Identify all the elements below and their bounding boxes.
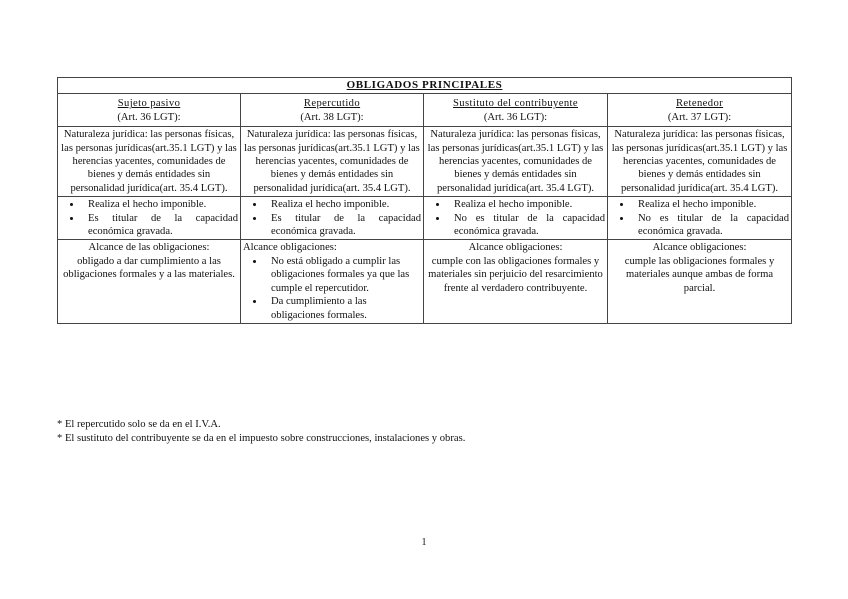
footnote: * El sustituto del contribuyente se da en el impuesto sobre construcciones, instalaciones y obras. [57, 433, 466, 444]
bullet-item: • Es titular de la capacidad económica gravada. [265, 212, 421, 239]
column-name: Repercutido [303, 98, 361, 110]
bullet-list [60, 198, 238, 238]
scope-cell [424, 240, 608, 323]
table-title: OBLIGADOS PRINCIPALES [58, 78, 792, 94]
nature-cell: Naturaleza jurídica: las personas físicas, las personas jurídicas(art.35.1 LGT) y las herencias yacentes, comunidades de bienes y demás entidades sin personalidad jurídica(art. 35.4 LGT). [608, 127, 792, 197]
title-row [58, 78, 792, 94]
bullet-list [610, 198, 789, 238]
bullets-cell [424, 197, 608, 240]
bullet-item: • Realiza el hecho imponible. [265, 198, 421, 211]
scope-bullet-item: • No está obligado a cumplir las obligaciones formales ya que las cumple el repercutidor. [265, 255, 421, 295]
scope-label: Alcance de las obligaciones: [88, 242, 210, 254]
obligados-table [57, 77, 792, 324]
scope-label: Alcance obligaciones: [468, 242, 563, 254]
column-name: Sujeto pasivo [117, 98, 181, 110]
scope-text: obligado a dar cumplimiento a las obligaciones formales y a las materiales. [63, 255, 235, 281]
scope-cell [608, 240, 792, 323]
nature-cell: Naturaleza jurídica: las personas físicas, las personas jurídicas(art.35.1 LGT) y las herencias yacentes, comunidades de bienes y demás entidades sin personalidad jurídica(art. 35.4 LGT). [241, 127, 424, 197]
bullet-item: • Realiza el hecho imponible. [448, 198, 605, 211]
bullet-item: • No es titular de la capacidad económica gravada. [632, 212, 789, 239]
column-article: (Art. 38 LGT): [300, 111, 364, 123]
column-article: (Art. 37 LGT): [667, 111, 732, 123]
column-name: Retenedor [675, 98, 724, 110]
column-name: Sustituto del contribuyente [453, 98, 578, 110]
scope-row [58, 240, 792, 323]
bullet-item: • No es titular de la capacidad económica gravada. [448, 212, 605, 239]
column-article: (Art. 36 LGT): [483, 111, 548, 123]
bullet-list [426, 198, 605, 238]
scope-text: cumple con las obligaciones formales y materiales sin perjuicio del resarcimiento frente al verdadero contribuyente. [428, 255, 603, 294]
nature-cell: Naturaleza jurídica: las personas físicas, las personas jurídicas(art.35.1 LGT) y las herencias yacentes, comunidades de bienes y demás entidades sin personalidad jurídica(art. 35.4 LGT). [424, 127, 608, 197]
footnote: * El repercutido solo se da en el I.V.A. [57, 419, 221, 430]
header-cell [424, 94, 608, 127]
scope-cell [58, 240, 241, 323]
scope-text: cumple las obligaciones formales y materiales aunque ambas de forma parcial. [624, 255, 775, 294]
header-row [58, 94, 792, 127]
page-number: 1 [421, 537, 427, 548]
column-article: (Art. 36 LGT): [117, 111, 181, 123]
bullets-cell [608, 197, 792, 240]
scope-label: Alcance obligaciones: [652, 242, 747, 254]
nature-cell: Naturaleza jurídica: las personas físicas, las personas jurídicas(art.35.1 LGT) y las herencias yacentes, comunidades de bienes y demás entidades sin personalidad jurídica(art. 35.4 LGT). [58, 127, 241, 197]
scope-label: Alcance obligaciones: [243, 242, 337, 254]
bullet-item: • Es titular de la capacidad económica gravada. [82, 212, 238, 239]
header-cell [241, 94, 424, 127]
bullet-item: • Realiza el hecho imponible. [82, 198, 238, 211]
bullets-cell [58, 197, 241, 240]
bullet-list [243, 198, 421, 238]
footnotes [57, 418, 465, 446]
header-cell [608, 94, 792, 127]
bullets-cell [241, 197, 424, 240]
scope-bullet-list [243, 255, 421, 322]
header-cell [58, 94, 241, 127]
bullet-item: • Realiza el hecho imponible. [632, 198, 789, 211]
scope-bullet-item: • Da cumplimiento a las obligaciones formales. [265, 295, 421, 322]
nature-row [58, 127, 792, 197]
scope-cell [241, 240, 424, 323]
bullets-row [58, 197, 792, 240]
